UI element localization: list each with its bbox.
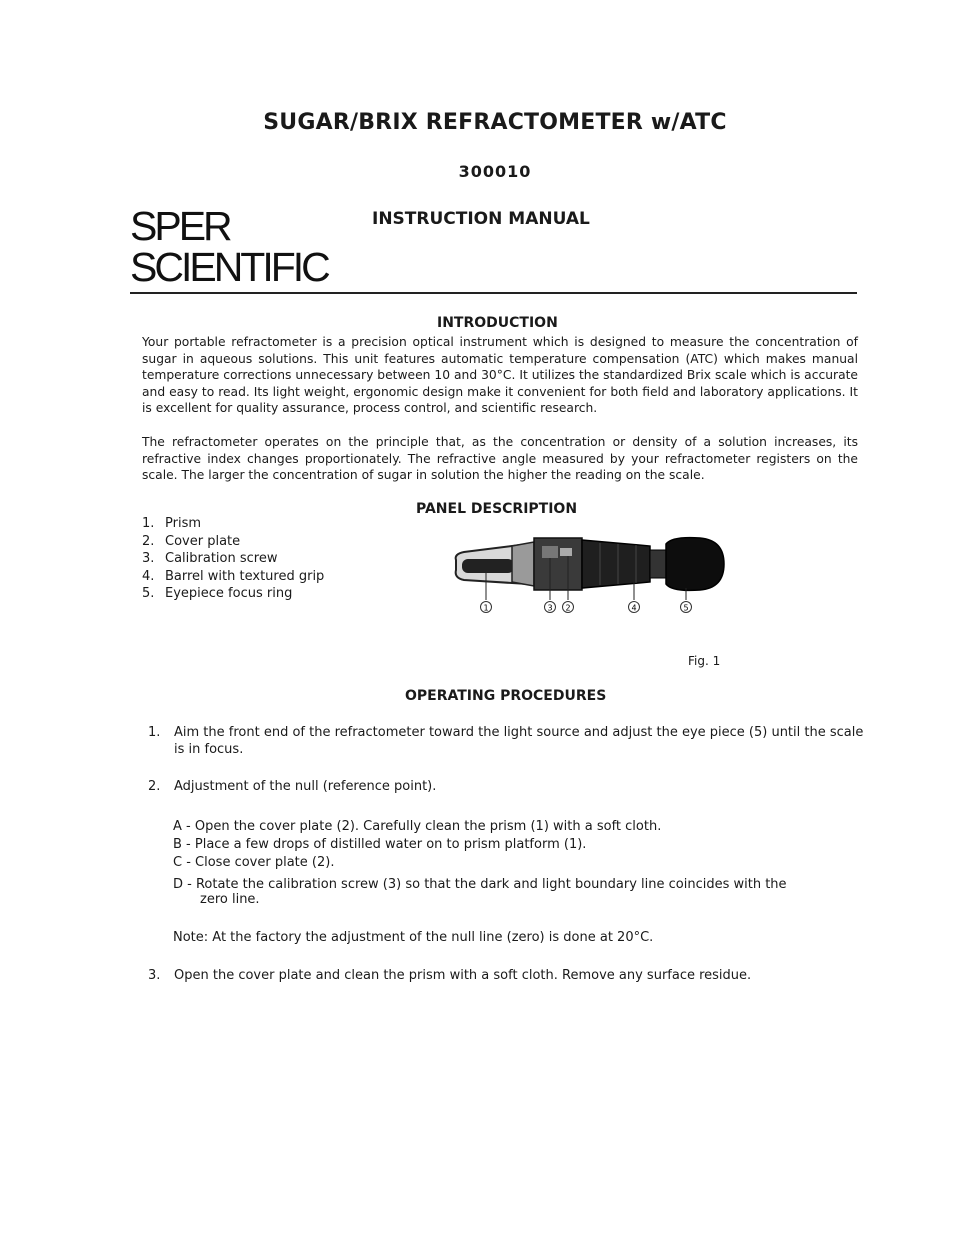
step-2: 2. Adjustment of the null (reference point).: [148, 779, 437, 794]
panel-description-heading: PANEL DESCRIPTION: [416, 501, 578, 517]
step-1: 1. Aim the front end of the refractometer toward the light source and adjust the eye piece (5) until the scale is in focus.: [148, 725, 864, 757]
figure-caption: Fig. 1: [688, 654, 721, 668]
eyepiece-focus-ring: [666, 538, 724, 591]
cover-plate: [512, 542, 534, 586]
document-title: SUGAR/BRIX REFRACTOMETER w/ATC: [263, 110, 727, 135]
list-item: 3. Calibration screw: [142, 551, 278, 566]
introduction-paragraph-2: The refractometer operates on the principle that, as the concentration or density of a solution increases, its refractive index changes proportionately. The refractive angle measured by your refractometer registers on the scale. The larger the concentration of sugar in solution the higher the reading on the scale.: [142, 435, 858, 482]
operating-procedures-heading: OPERATING PROCEDURES: [405, 688, 607, 704]
step-2-sub-c: C - Close cover plate (2).: [173, 855, 335, 870]
eyepiece-neck: [650, 550, 666, 578]
step-3: 3. Open the cover plate and clean the prism with a soft cloth. Remove any surface residue.: [148, 968, 752, 983]
brand-logo: [130, 203, 328, 290]
step-2-sub-d-continued: zero line.: [200, 892, 260, 907]
callout-label-2: 2: [565, 603, 571, 613]
brand-logo-line2: SCIENTIFIC: [130, 244, 328, 290]
step-2-sub-b: B - Place a few drops of distilled water on to prism platform (1).: [173, 837, 587, 852]
callout-label-5: 5: [683, 603, 689, 613]
step-2-sub-a: A - Open the cover plate (2). Carefully clean the prism (1) with a soft cloth.: [173, 819, 662, 834]
barrel-grip: [582, 540, 650, 588]
document-subtitle: INSTRUCTION MANUAL: [372, 209, 590, 229]
step-2-sub-d: D - Rotate the calibration screw (3) so that the dark and light boundary line coincides with the: [173, 877, 787, 892]
refractometer-body: [534, 538, 582, 590]
list-item: 2. Cover plate: [142, 533, 241, 549]
list-item: 4. Barrel with textured grip: [142, 568, 325, 584]
list-item: 1. Prism: [142, 516, 202, 531]
callout-label-3: 3: [547, 603, 553, 613]
list-item: 5. Eyepiece focus ring: [142, 586, 293, 601]
callout-label-1: 1: [483, 603, 489, 613]
factory-note: Note: At the factory the adjustment of the null line (zero) is done at 20°C.: [173, 930, 654, 945]
introduction-heading: INTRODUCTION: [437, 315, 558, 331]
prism-window: [462, 559, 514, 573]
calibration-screw-cap: [560, 548, 572, 556]
callout-label-4: 4: [631, 603, 637, 613]
model-number: 300010: [458, 162, 532, 181]
brand-logo-line1: SPER: [130, 203, 230, 249]
refractometer-figure: [450, 530, 730, 620]
introduction-paragraph-1: Your portable refractometer is a precision optical instrument which is designed to measure the concentration of sugar in aqueous solutions. This unit features automatic temperature compensation (ATC) which makes manual temperature corrections unnecessary between 10 and 30°C. It utilizes the standardized Brix scale which is accurate and easy to read. Its light weight, ergonomic design make it convenient for both field and laboratory applications. It is excellent for quality assurance, process control, and scientific research.: [142, 335, 858, 415]
panel-parts-list: [142, 515, 324, 603]
header-divider: [130, 292, 857, 294]
calibration-screw: [542, 546, 558, 558]
